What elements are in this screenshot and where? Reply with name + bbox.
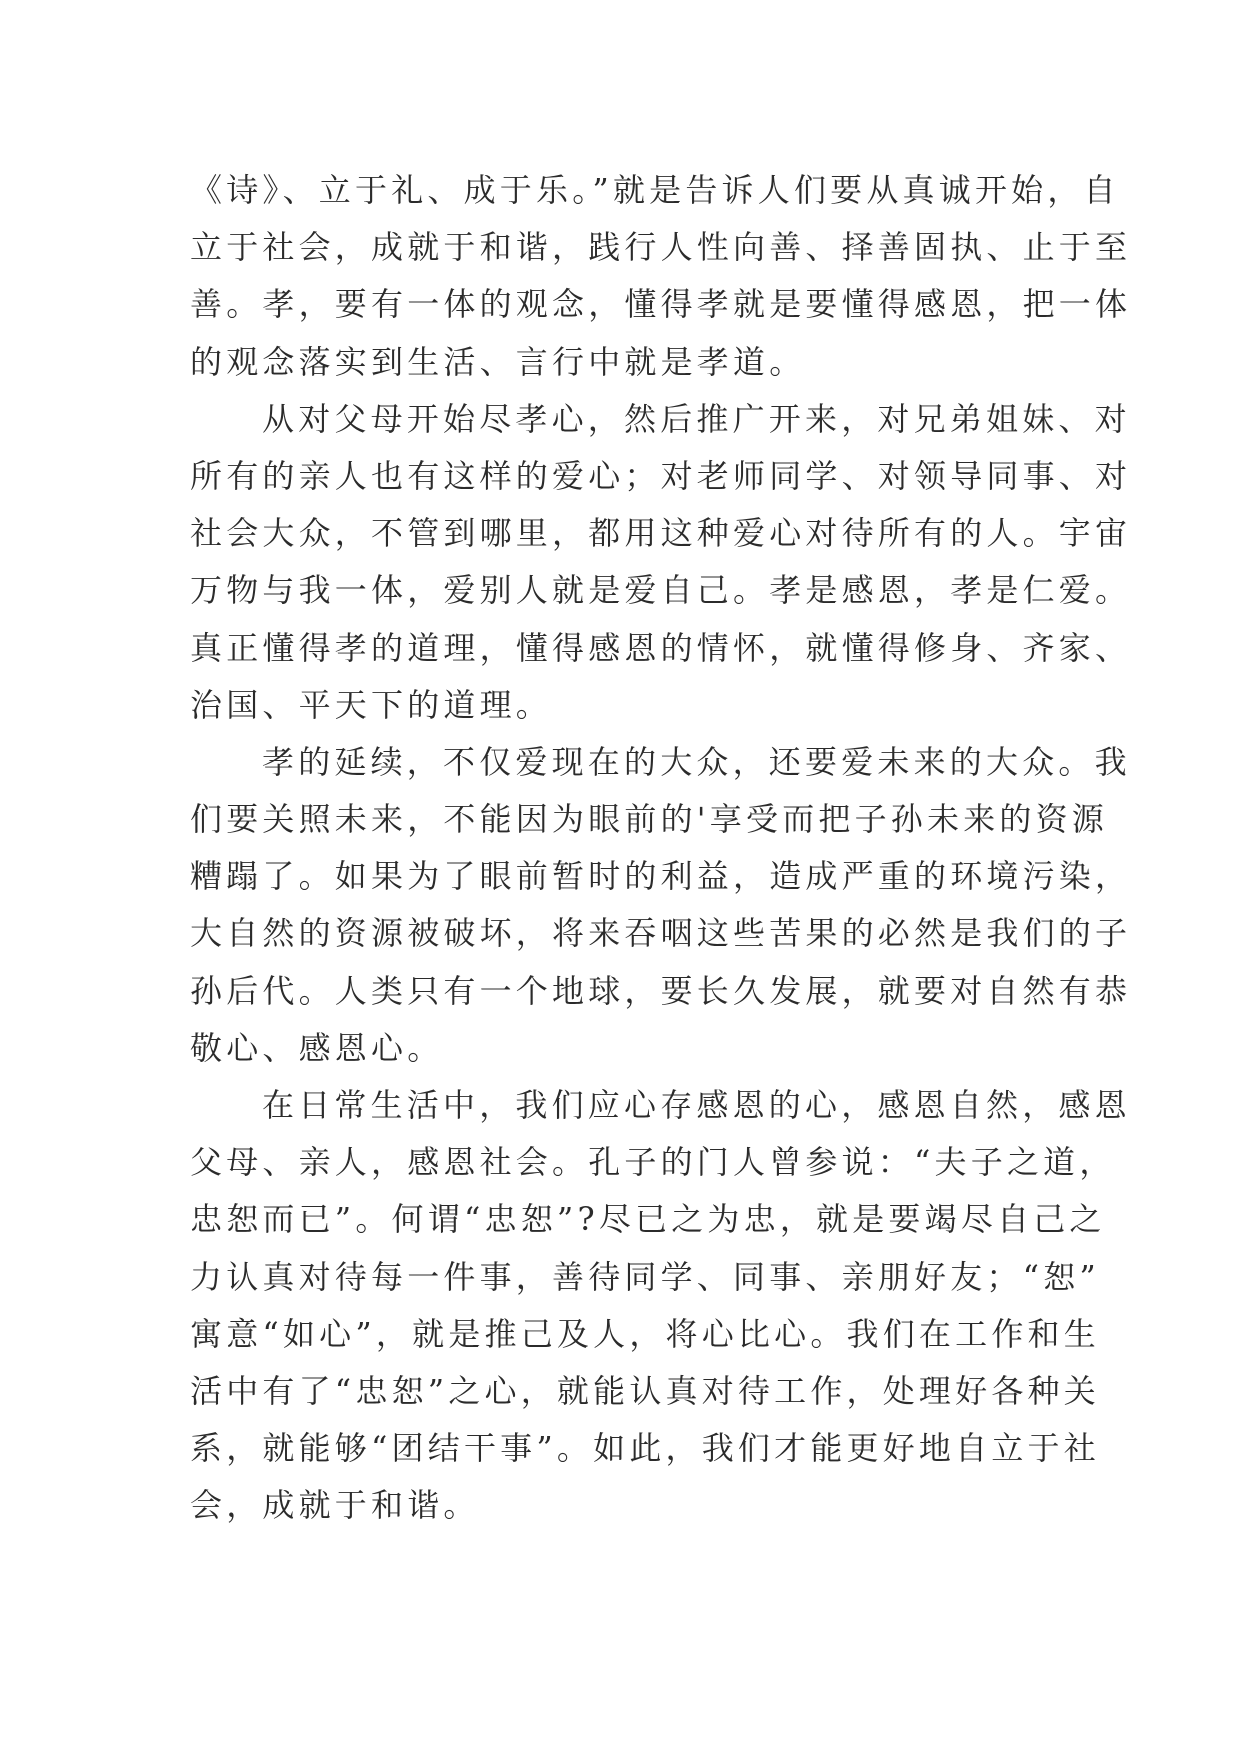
text-line: 力认真对待每一件事，善待同学、同事、亲朋好友；“恕” (190, 1257, 1100, 1296)
text-line: 万物与我一体，爱别人就是爱自己。孝是感恩，孝是仁爱。 (190, 571, 1132, 610)
paragraph-2 (190, 391, 1132, 734)
text-line: 社会大众，不管到哪里，都用这种爱心对待所有的人。宇宙 (190, 514, 1132, 553)
paragraph-3 (190, 734, 1132, 1077)
text-line: 糟蹋了。如果为了眼前暂时的利益，造成严重的环境污染， (190, 857, 1132, 896)
paragraph-4 (190, 1077, 1131, 1535)
text-line: 善。孝，要有一体的观念，懂得孝就是要懂得感恩，把一体 (190, 285, 1132, 324)
text-line: 立于社会，成就于和谐，践行人性向善、择善固执、止于至 (190, 228, 1132, 267)
text-line: 治国、平天下的道理。 (190, 685, 553, 724)
text-line: 孝的延续，不仅爱现在的大众，还要爱未来的大众。我 (262, 742, 1131, 781)
text-line: 敬心、感恩心。 (190, 1028, 444, 1067)
text-line: 从对父母开始尽孝心，然后推广开来，对兄弟姐妹、对 (262, 399, 1131, 438)
text-line: 系，就能够“团结干事”。如此，我们才能更好地自立于社 (190, 1429, 1100, 1468)
text-line: 孙后代。人类只有一个地球，要长久发展，就要对自然有恭 (190, 971, 1132, 1010)
text-line: 忠恕而已”。何谓“忠恕”?尽已之为忠，就是要竭尽自己之 (190, 1200, 1106, 1239)
text-line: 大自然的资源被破坏，将来吞咽这些苦果的必然是我们的子 (190, 914, 1132, 953)
text-line: 们要关照未来，不能因为眼前的'享受而把子孙未来的资源 (190, 800, 1108, 839)
text-line: 在日常生活中，我们应心存感恩的心，感恩自然，感恩 (262, 1086, 1131, 1124)
text-line: 《诗》、立于礼、成于乐。”就是告诉人们要从真诚开始，自 (190, 171, 1120, 209)
document-body (190, 162, 1132, 1535)
text-line: 活中有了“忠恕”之心，就能认真对待工作，处理好各种关 (190, 1371, 1100, 1410)
text-line: 会，成就于和谐。 (190, 1486, 480, 1525)
text-line: 的观念落实到生活、言行中就是孝道。 (190, 342, 806, 381)
paragraph-1 (190, 162, 1132, 391)
text-line: 所有的亲人也有这样的爱心；对老师同学、对领导同事、对 (190, 456, 1132, 495)
text-line: 真正懂得孝的道理，懂得感恩的情怀，就懂得修身、齐家、 (190, 628, 1132, 667)
text-line: 父母、亲人，感恩社会。孔子的门人曾参说：“夫子之道， (190, 1143, 1116, 1182)
text-line: 寓意“如心”，就是推己及人，将心比心。我们在工作和生 (190, 1314, 1100, 1353)
